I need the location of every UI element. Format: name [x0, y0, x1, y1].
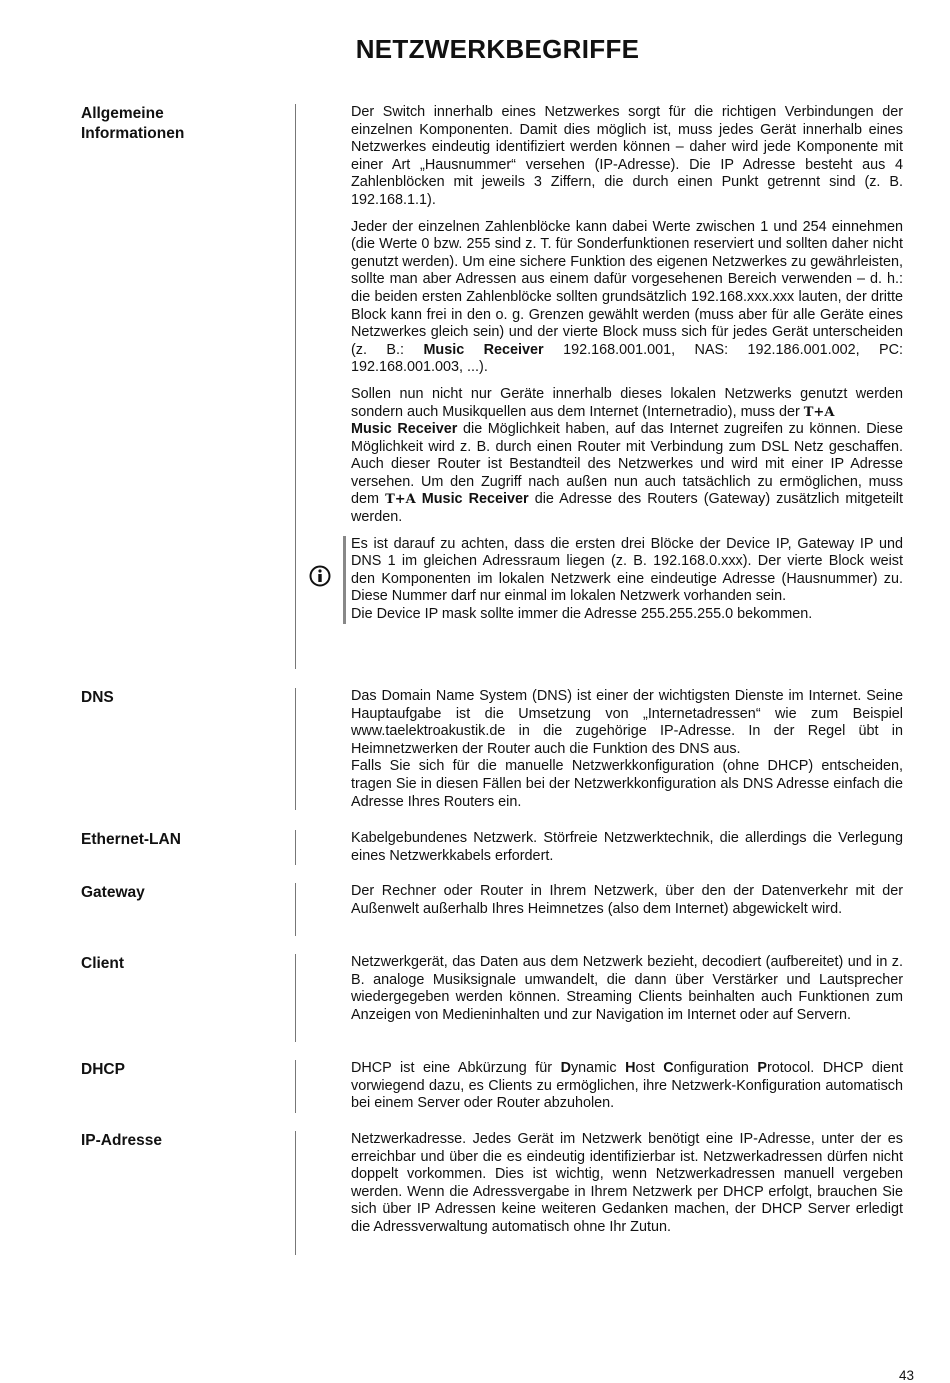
- acronym-letter: P: [757, 1060, 768, 1076]
- section-divider: [295, 883, 296, 936]
- note-text: Es ist darauf zu achten, dass die ersten drei Blöcke der Device IP, Gateway IP und DNS 1 im gleichen Adressraum liegen (z. B. 192.168.0.xxx). Der vierte Block weist den Komponenten im lokalen Netzwerk eine eindeutige Adresse (Hausnummer) zu. Diese Nummer darf nur einmal im lokalen Netzwerk vorhanden sein.: [351, 535, 903, 605]
- term-ethernet: Ethernet-LAN: [81, 831, 181, 848]
- section-divider: [295, 1060, 296, 1113]
- paragraph: [351, 219, 903, 377]
- body-dns: [351, 688, 903, 811]
- product-name: Music Receiver: [423, 341, 544, 358]
- term-dhcp: DHCP: [81, 1061, 125, 1078]
- paragraph: Das Domain Name System (DNS) ist einer der wichtigsten Dienste im Internet. Seine Hauptaufgabe ist die Umsetzung von „Internetadressen“ wie zum Beispiel www.taelektroakustik.de in die zugehörige IP-Adresse. In der Regel übt in Heimnetzwerken der Router auch die Funktion des DNS aus.: [351, 688, 903, 757]
- text: Jeder der einzelnen Zahlenblöcke kann dabei Werte zwischen 1 und 254 einnehmen (die Werte 0 bzw. 255 sind z. T. für Sonderfunktionen reserviert und sollten daher nicht genutzt werden). Um eine sichere Funktion des eigenen Netzwerkes zu gewährleisten, sollte man aber Adressen aus einem dafür vorgesehenen Bereich verwenden – d. h.: die beiden ersten Zahlenblöcke sollten grundsätzlich 192.168.xxx.xxx lauten, der dritte Block kann frei in den o. g. Grenzen gewählt werden (muss aber für alle Geräte eines Netzwerkes gleich sein) und der vierte Block muss sich für jedes Gerät unterscheiden (z. B.:: [351, 218, 903, 358]
- brand-logo: T+A: [803, 404, 835, 420]
- term-dns: DNS: [81, 689, 114, 706]
- brand-logo: T+A: [385, 492, 416, 508]
- section-divider: [295, 688, 296, 810]
- text: Sollen nun nicht nur Geräte innerhalb dieses lokalen Netzwerks genutzt werden sondern auch Musikquellen aus dem Internet (Internetradio), muss der: [351, 385, 903, 420]
- text: 192.168.001.001, NAS: 192.186.001.002, PC: 192.168.001.003, ...).: [351, 341, 903, 376]
- page-title: NETZWERKBEGRIFFE: [355, 34, 640, 64]
- text: rotocol. DHCP dient vorwiegend dazu, es Clients zu ermöglichen, ihre Netzwerk-Konfiguration automatisch bei einem Server oder Router abzuholen.: [351, 1060, 903, 1112]
- note-text: Die Device IP mask sollte immer die Adresse 255.255.255.0 bekommen.: [351, 606, 813, 623]
- product-name: Music Receiver: [421, 491, 529, 508]
- section-divider: [295, 104, 296, 669]
- text: die Adresse des Routers (Gateway) zusätzlich mitgeteilt werden.: [351, 491, 903, 526]
- acronym-letter: H: [625, 1060, 636, 1076]
- term-ip: IP-Adresse: [81, 1132, 162, 1149]
- body-general: [351, 104, 903, 624]
- section-divider: [295, 954, 296, 1042]
- body-gateway: Der Rechner oder Router in Ihrem Netzwerk, über den der Datenverkehr mit der Außenwelt außerhalb Ihres Heimnetzes (also dem Internet) abgewickelt wird.: [351, 883, 903, 917]
- body-ip: Netzwerkadresse. Jedes Gerät im Netzwerk benötigt eine IP-Adresse, unter der es erreichbar und über die es eindeutig identifizierbar ist. Netzwerkadressen dürfen nicht doppelt vorkommen. Dies ist wichtig, wenn Netzwerkadressen manuell vergeben werden. Wenn die Adressvergabe in Ihrem Netzwerk per DHCP erfolgt, brauchen Sie sich über IP Adressen keine weiteren Gedanken machen, der DHCP Server erledigt die Adressverwaltung automatisch ohne Ihr Zutun.: [351, 1131, 903, 1235]
- body-dhcp: [351, 1060, 903, 1113]
- term-general-line2: Informationen: [81, 125, 185, 142]
- paragraph: [351, 386, 903, 527]
- text: ynamic: [570, 1060, 626, 1076]
- paragraph: Der Switch innerhalb eines Netzwerkes sorgt für die richtigen Verbindungen der einzelnen Komponenten. Damit dies möglich ist, muss jedes Gerät innerhalb eines Netzwerkes eindeutig identifiziert werden können – daher wird jede Komponente mit einer Art „Hausnummer“ versehen (IP-Adresse). Die IP Adresse besteht aus 4 Zahlenblöcken mit jeweils 3 Ziffern, die durch einen Punkt getrennt sind (z. B. 192.168.1.1).: [351, 104, 903, 208]
- term-general: [81, 104, 281, 144]
- section-divider: [295, 830, 296, 865]
- body-ethernet: Kabelgebundenes Netzwerk. Störfreie Netzwerktechnik, die allerdings die Verlegung eines Netzwerkkabels erfordert.: [351, 830, 903, 864]
- acronym-letter: C: [663, 1060, 674, 1076]
- term-general-line1: Allgemeine: [81, 105, 164, 122]
- text: die Möglichkeit haben, auf das Internet zugreifen zu können. Diese Möglichkeit wird z. B. durch einen Router mit Verbindung zum DSL Netz geschaffen. Auch dieser Router ist Bestandteil des Netzwerkes und wird mit einer IP Adresse versehen. Um den Zugriff nach außen nun auch tatsächlich zu ermöglichen, muss dem: [351, 421, 903, 508]
- body-client: Netzwerkgerät, das Daten aus dem Netzwerk bezieht, decodiert (aufbereitet) und in z. B. analoge Musiksignale umwandelt, die dann über Verstärker und Lautsprecher wiedergegeben werden können. Streaming Clients beinhalten auch Funktionen zum Anzeigen von Medieninhalten und zur Navigation im Internet oder auf Servern.: [351, 954, 903, 1023]
- info-icon: [309, 565, 331, 587]
- text: DHCP ist eine Abkürzung für: [351, 1060, 561, 1076]
- paragraph: Falls Sie sich für die manuelle Netzwerkkonfiguration (ohne DHCP) entscheiden, tragen Sie in diesen Fällen bei der Netzwerkkonfiguration als DNS Adresse einfach die Adresse Ihres Routers ein.: [351, 758, 903, 810]
- page-number: 43: [898, 1368, 914, 1383]
- term-client: Client: [81, 955, 125, 972]
- acronym-letter: D: [560, 1060, 571, 1076]
- section-divider: [295, 1131, 296, 1255]
- term-gateway: Gateway: [81, 884, 145, 901]
- info-note: [351, 536, 903, 624]
- note-bar: [343, 536, 346, 624]
- text: ost: [635, 1060, 664, 1076]
- product-name: Music Receiver: [351, 421, 458, 438]
- text: onfiguration: [673, 1060, 758, 1076]
